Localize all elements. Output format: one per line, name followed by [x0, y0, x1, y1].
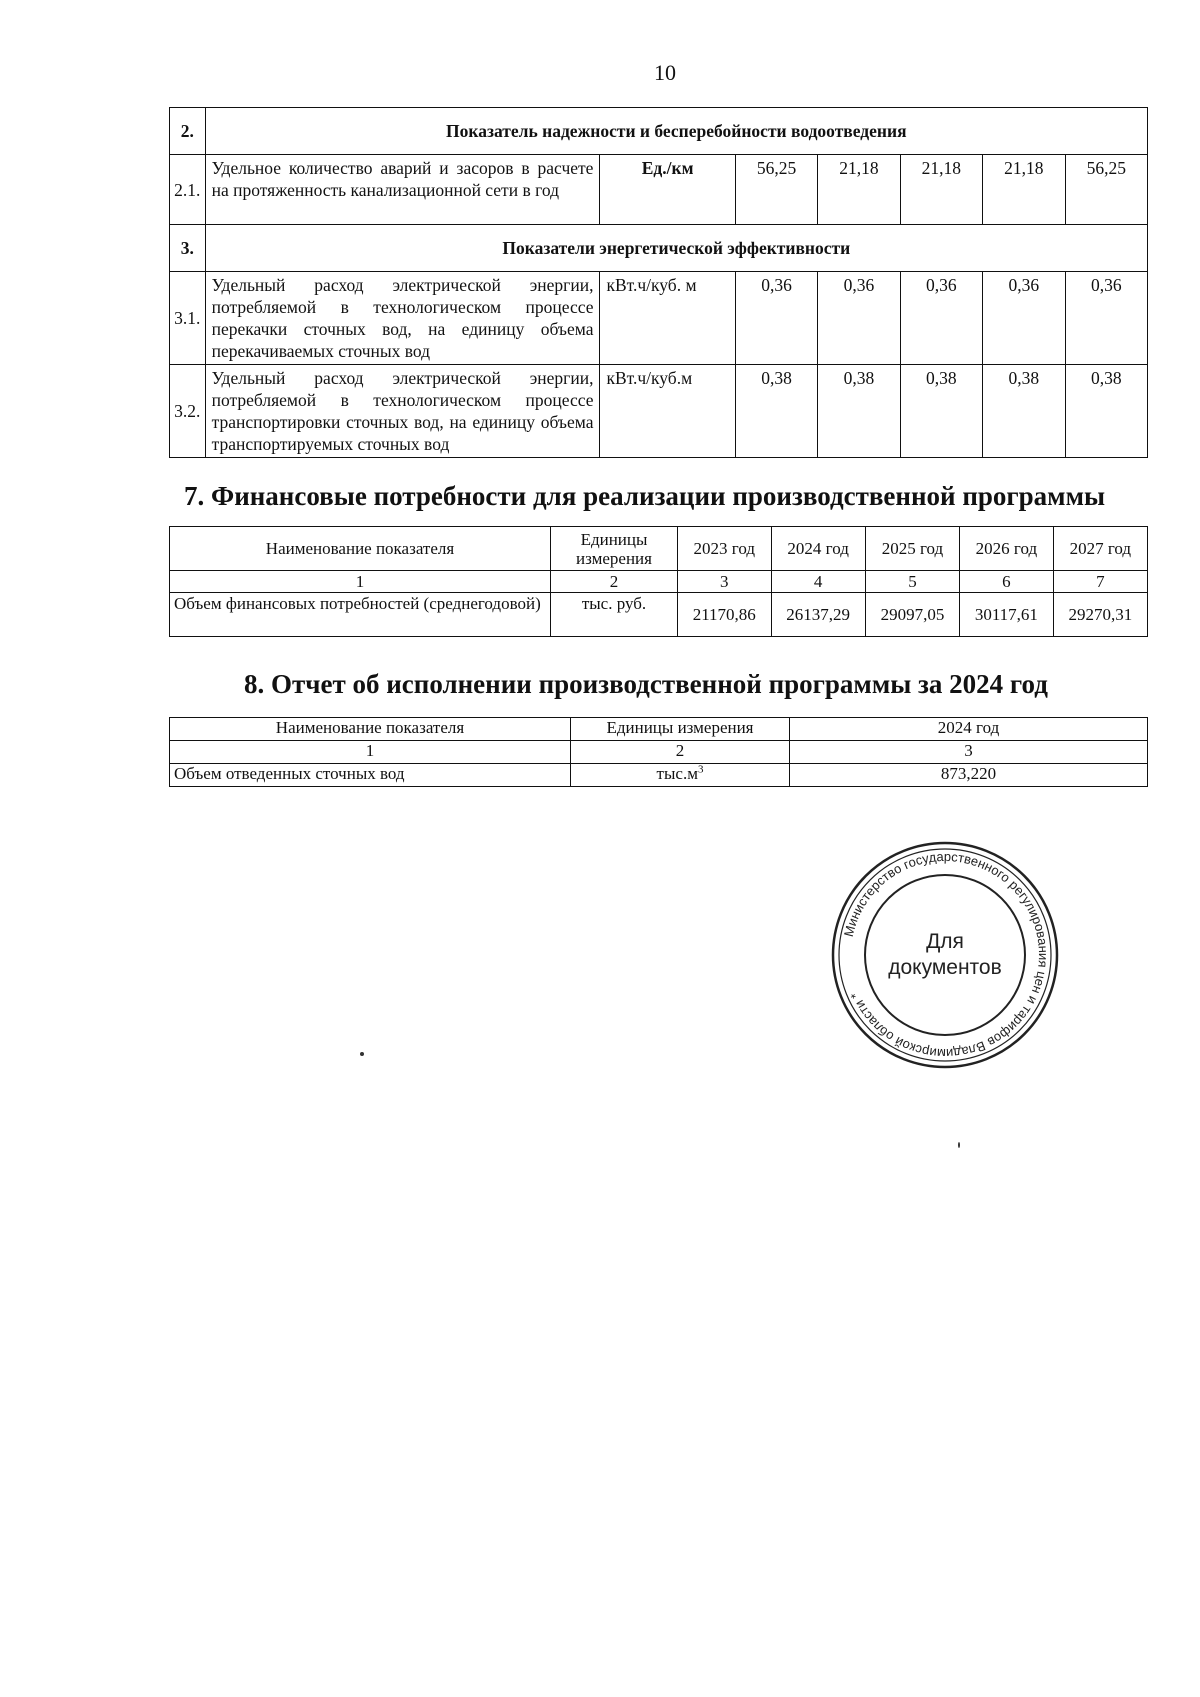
- value-cell: 873,220: [790, 764, 1148, 787]
- stamp-ring-text-path: Министерство государственного регулирования цен и тарифов Владимирской области *: [840, 848, 1052, 1062]
- indicator-name: Объем финансовых потребностей (среднегодовой): [170, 593, 551, 637]
- column-number: 3: [790, 741, 1148, 764]
- official-stamp: [830, 840, 1060, 1070]
- column-number: 1: [170, 571, 551, 593]
- value-cell: 21,18: [983, 155, 1065, 225]
- table-row: [170, 155, 1148, 225]
- value-cell: 21,18: [818, 155, 900, 225]
- stamp-center-line2: документов: [888, 956, 1002, 979]
- column-header: 2027 год: [1053, 527, 1147, 571]
- column-header: 2024 год: [771, 527, 865, 571]
- value-cell: 0,38: [735, 365, 817, 458]
- stamp-center-line1: Для: [926, 930, 964, 953]
- column-header: 2025 год: [865, 527, 959, 571]
- column-header: 2023 год: [678, 527, 772, 571]
- section-heading: 8. Отчет об исполнении производственной программы за 2024 год: [244, 669, 1048, 699]
- program-report-table: [169, 717, 1148, 787]
- column-number: 6: [960, 571, 1054, 593]
- value-cell: 0,36: [735, 272, 817, 365]
- row-number: 3.1.: [170, 272, 206, 365]
- section-heading: 7. Финансовые потребности для реализации производственной программы: [184, 481, 1106, 511]
- stamp-outer-ring: [833, 843, 1057, 1067]
- column-number-row: [170, 571, 1148, 593]
- indicator-name: Объем отведенных сточных вод: [170, 764, 571, 787]
- table-header-row: [170, 527, 1148, 571]
- row-number: 2.: [170, 108, 206, 155]
- column-number-row: [170, 741, 1148, 764]
- indicator-name: Удельный расход электрической энергии, потребляемой в технологическом процессе транспортировки сточных вод, на единицу объема транспортируемых сточных вод: [205, 365, 600, 458]
- column-number: 2: [551, 571, 678, 593]
- unit-cell: тыс. руб.: [551, 593, 678, 637]
- value-cell: 0,38: [983, 365, 1065, 458]
- financial-needs-table: [169, 526, 1148, 637]
- table-header-row: [170, 718, 1148, 741]
- value-cell: 0,36: [818, 272, 900, 365]
- page-number: 10: [654, 60, 676, 85]
- value-cell: 0,38: [818, 365, 900, 458]
- value-cell: 0,36: [983, 272, 1065, 365]
- column-header: 2024 год: [790, 718, 1148, 741]
- stamp-ring-text: [841, 849, 1051, 1061]
- column-number: 1: [170, 741, 571, 764]
- row-number: 3.: [170, 225, 206, 272]
- value-cell: 56,25: [1065, 155, 1148, 225]
- unit-cell: кВт.ч/куб. м: [600, 272, 735, 365]
- value-cell: 0,38: [900, 365, 982, 458]
- value-cell: 56,25: [735, 155, 817, 225]
- value-cell: 0,38: [1065, 365, 1148, 458]
- table-row: [170, 764, 1148, 787]
- row-number: 2.1.: [170, 155, 206, 225]
- row-number: 3.2.: [170, 365, 206, 458]
- value-cell: 30117,61: [960, 593, 1054, 637]
- unit-cell: Ед./км: [600, 155, 735, 225]
- unit-cell: [571, 764, 790, 787]
- table-row: [170, 108, 1148, 155]
- scan-speck: [360, 1052, 364, 1056]
- table-row: [170, 272, 1148, 365]
- indicator-name: Удельное количество аварий и засоров в расчете на протяженность канализационной сети в год: [205, 155, 600, 225]
- unit-superscript: 3: [697, 763, 704, 776]
- column-number: 2: [571, 741, 790, 764]
- column-header: Наименование показателя: [170, 718, 571, 741]
- column-header: Единицы измерения: [551, 527, 678, 571]
- column-header: Наименование показателя: [170, 527, 551, 571]
- value-cell: 29270,31: [1053, 593, 1147, 637]
- stamp-inner-ring: [865, 875, 1025, 1035]
- column-header: Единицы измерения: [571, 718, 790, 741]
- section-title: Показатели энергетической эффективности: [205, 225, 1147, 272]
- column-header: 2026 год: [960, 527, 1054, 571]
- value-cell: 0,36: [1065, 272, 1148, 365]
- column-number: 3: [678, 571, 772, 593]
- section-title: Показатель надежности и бесперебойности водоотведения: [205, 108, 1147, 155]
- scan-speck: [958, 1142, 960, 1148]
- table-row: [170, 225, 1148, 272]
- table-row: [170, 593, 1148, 637]
- unit-cell: кВт.ч/куб.м: [600, 365, 735, 458]
- column-number: 7: [1053, 571, 1147, 593]
- unit-text: тыс.м: [656, 764, 698, 783]
- column-number: 5: [865, 571, 959, 593]
- indicator-name: Удельный расход электрической энергии, потребляемой в технологическом процессе перекачки сточных вод, на единицу объема перекачиваемых сточных вод: [205, 272, 600, 365]
- table-row: [170, 365, 1148, 458]
- value-cell: 0,36: [900, 272, 982, 365]
- value-cell: 29097,05: [865, 593, 959, 637]
- value-cell: 26137,29: [771, 593, 865, 637]
- value-cell: 21,18: [900, 155, 982, 225]
- indicators-table: [169, 107, 1148, 458]
- value-cell: 21170,86: [678, 593, 772, 637]
- column-number: 4: [771, 571, 865, 593]
